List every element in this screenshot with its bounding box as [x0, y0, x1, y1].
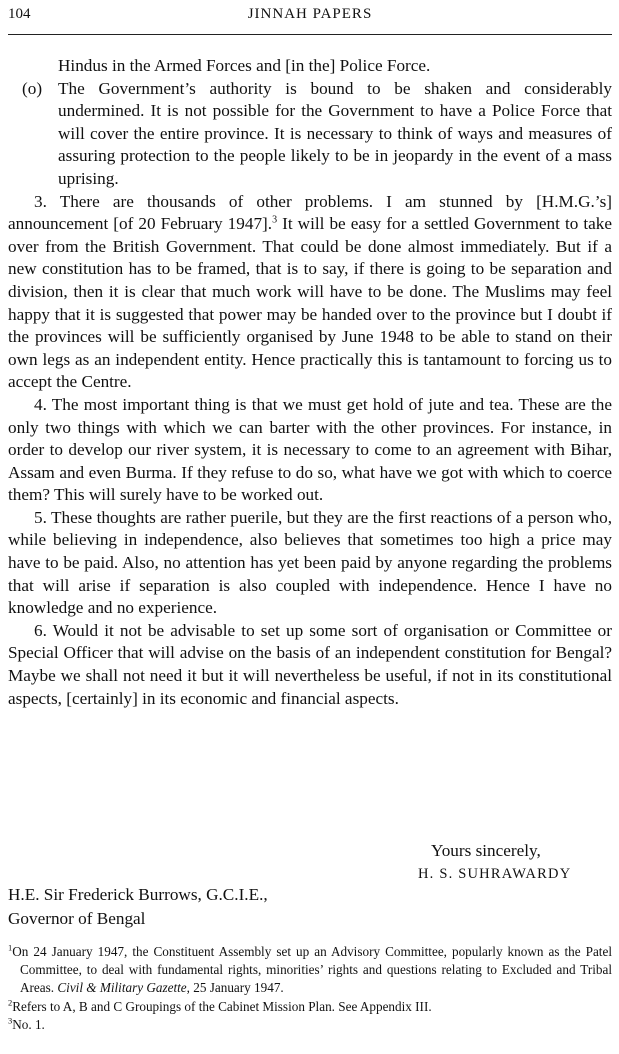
- footnotes: [8, 943, 612, 1034]
- paragraph-3: [8, 191, 612, 394]
- addressee-name: H.E. Sir Frederick Burrows, G.C.I.E.,: [8, 885, 268, 904]
- footnote-marker: 2: [8, 997, 13, 1008]
- page-header: [8, 6, 612, 30]
- footnote-1-source: Civil & Military Gazette: [57, 980, 187, 996]
- footnote-2-text: Refers to A, B and C Groupings of the Cabinet Mission Plan. See Appendix III.: [12, 998, 432, 1014]
- paragraph-4: 4. The most important thing is that we must get hold of jute and tea. These are the only two things with which we can barter with the other provinces. For instance, in order to develop our river system, it is necessary to come to an agreement with Bihar, Assam and even Burma. If they refuse to do so, what have we got with which to coerce them? This will surely have to be worked out.: [8, 394, 612, 505]
- list-item-label: (o): [22, 78, 43, 98]
- paragraph-3-part1: 3. There are thousands of other problems. I am stunned by [H.M.G.’s] announcement [of 20 February 1947].: [8, 191, 612, 234]
- footnote-3: [8, 1016, 612, 1034]
- addressee-title: Governor of Bengal: [8, 909, 146, 928]
- addressee-block: [8, 883, 268, 931]
- footnote-1: [8, 943, 612, 998]
- paragraph-5: 5. These thoughts are rather puerile, but they are the first reactions of a person who, while believing in independence, also believes that sometimes too high a price may have to be paid. Also, no attention has yet been paid by anyone regarding the problems that will arise if separation is also coupled with independence. Hence I have no knowledge and no experience.: [8, 507, 612, 618]
- continuation-line: Hindus in the Armed Forces and [in the] Police Force.: [58, 56, 431, 75]
- list-item-o: [8, 78, 612, 191]
- footnote-marker: 3: [8, 1015, 13, 1026]
- footnote-ref-3[interactable]: 3: [272, 214, 278, 226]
- page-number: 104: [8, 6, 31, 22]
- list-item-text: The Government’s authority is bound to be shaken and considerably undermined. It is not possible for the Government to have a Police Force that will cover the entire province. It is necessary to think of ways and measures of assuring protection to the people likely to be in jeopardy in the event of a mass uprising.: [58, 78, 612, 188]
- signature: H. S. SUHRAWARDY: [418, 866, 572, 882]
- paragraph-3-part2: It will be easy for a settled Government to take over from the British Government. That could be done almost immediately. But if a new constitution has to be framed, that is to say, if there is going to be separation and division, then it is clear that much work will have to be done. The Muslims may feel happy that it is suggested that power may be handed over to the province but I doubt if the provinces will be sufficiently organised by June 1948 to be able to stand on their own legs as an independent entity. Hence practically this is tantamount to forcing us to accept the Centre.: [8, 214, 612, 392]
- footnote-marker: 1: [8, 942, 13, 953]
- letter-body: [8, 55, 612, 710]
- paragraph-6: 6. Would it not be advisable to set up some sort of organisation or Committee or Special Officer that will advise on the basis of an independent constitution for Bengal? Maybe we shall not need it but it will nevertheless be useful, if not in its constitutional aspects, [certainly] in its economic and financial aspects.: [8, 620, 612, 708]
- running-title: JINNAH PAPERS: [247, 6, 373, 22]
- footnote-1-date: , 25 January 1947.: [186, 980, 284, 996]
- valediction: Yours sincerely,: [431, 841, 541, 860]
- footnote-2: [8, 998, 612, 1016]
- header-rule: [8, 34, 612, 35]
- footnote-3-text: No. 1.: [12, 1016, 45, 1032]
- footnote-1-text: On 24 January 1947, the Constituent Assembly set up an Advisory Committee, popularly known as the Patel Committee, to deal with fundamental rights, minorities’ rights and questions relating to Excluded and Tribal Areas.: [12, 944, 612, 996]
